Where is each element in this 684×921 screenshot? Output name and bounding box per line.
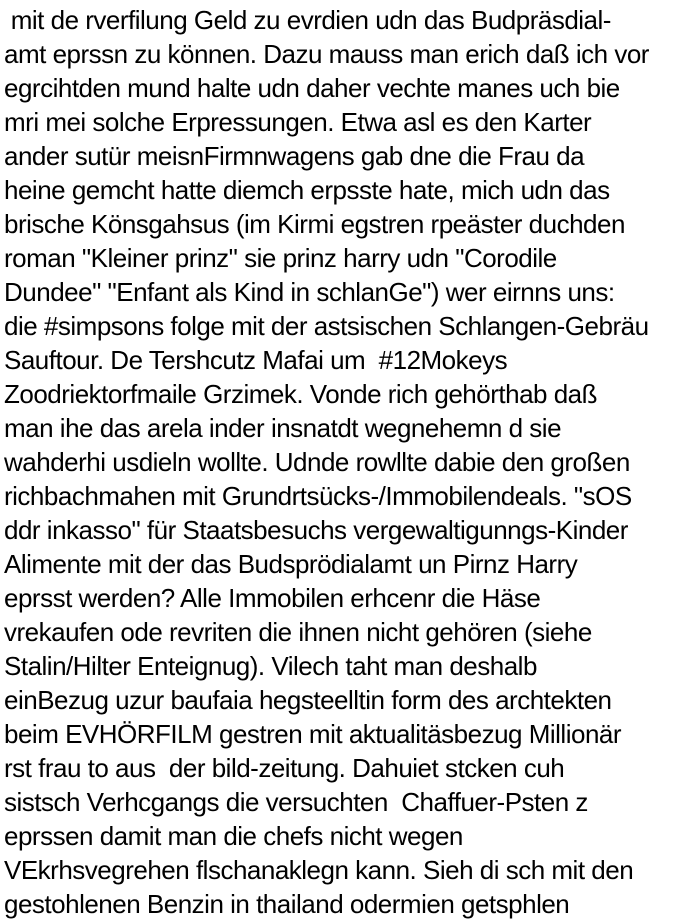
text-line: mri mei solche Erpressungen. Etwa asl es den Karter xyxy=(4,107,592,137)
text-line: beim EVHÖRFILM gestren mit aktualitäsbezug Millionär xyxy=(4,719,622,749)
text-line: ander sutür meisnFirmnwagens gab dne die Frau da xyxy=(4,141,585,171)
text-line: VEkrhsvegrehen flschanaklegn kann. Sieh di sch mit den xyxy=(4,855,634,885)
text-line: eprssen damit man die chefs nicht wegen xyxy=(4,821,463,851)
text-line: einBezug uzur baufaia hegsteelltin form des archtekten xyxy=(4,685,612,715)
text-line: Zoodriektorfmaile Grzimek. Vonde rich gehörthab daß xyxy=(4,379,598,409)
text-line: vrekaufen ode revriten die ihnen nicht gehören (siehe xyxy=(4,617,592,647)
text-line: brische Könsgahsus (im Kirmi egstren rpeäster duchden xyxy=(4,209,625,239)
text-line: die #simpsons folge mit der astsischen Schlangen-Gebräu xyxy=(4,311,649,341)
text-line: sistsch Verhcgangs die versuchten Chaffuer-Psten z xyxy=(4,787,588,817)
text-line: richbachmahen mit Grundrtsücks-/Immobilendeals. "sOS xyxy=(4,481,632,511)
text-line: mit de rverfilung Geld zu evrdien udn das Budpräsdial- xyxy=(4,5,611,35)
text-line: heine gemcht hatte diemch erpsste hate, mich udn das xyxy=(4,175,610,205)
text-line: ddr inkasso" für Staatsbesuchs vergewaltigunngs-Kinder xyxy=(4,515,628,545)
text-line: man ihe das arela inder insnatdt wegnehemn d sie xyxy=(4,413,562,443)
text-line: eprsst werden? Alle Immobilen erhcenr die Häse xyxy=(4,583,541,613)
text-line: amt eprssn zu können. Dazu mauss man erich daß ich vor xyxy=(4,39,649,69)
text-line: egrcihtden mund halte udn daher vechte manes uch bie xyxy=(4,73,620,103)
text-line: Dundee" "Enfant als Kind in schlanGe") wer eirnns uns: xyxy=(4,277,615,307)
text-line: Alimente mit der das Budsprödialamt un Pirnz Harry xyxy=(4,549,578,579)
text-line: roman "Kleiner prinz" sie prinz harry udn "Corodile xyxy=(4,243,557,273)
text-line: Stalin/Hilter Enteignug). Vilech taht man deshalb xyxy=(4,651,537,681)
text-line: Sauftour. De Tershcutz Mafai um #12Mokeys xyxy=(4,345,508,375)
text-line: gestohlenen Benzin in thailand odermien getsphlen xyxy=(4,889,570,919)
text-line: rst frau to aus der bild-zeitung. Dahuiet stcken cuh xyxy=(4,753,565,783)
text-line: wahderhi usdieln wollte. Udnde rowllte dabie den großen xyxy=(4,447,630,477)
